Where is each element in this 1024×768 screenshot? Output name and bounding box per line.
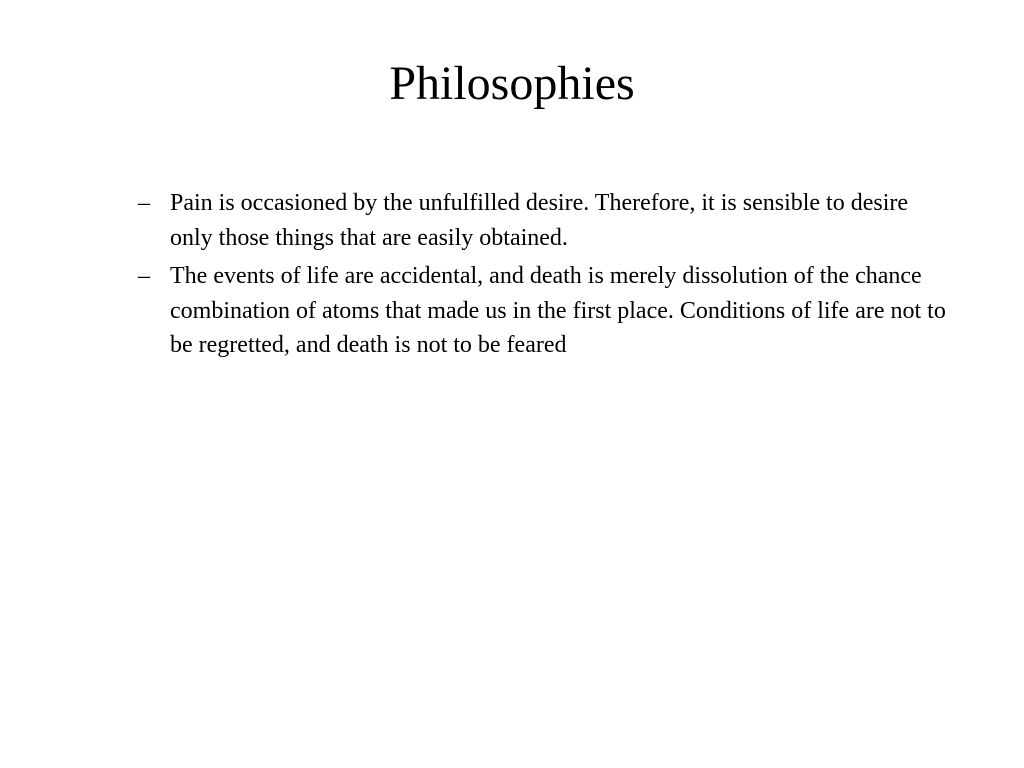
bullet-item <box>136 186 946 255</box>
slide-title: Philosophies <box>389 57 635 110</box>
dash-bullet-icon: – <box>138 263 150 289</box>
bullet-text: Pain is occasioned by the unfulfilled desire. Therefore, it is sensible to desire only those things that are easily obtained. <box>170 190 909 251</box>
bullet-item <box>136 259 946 363</box>
bullet-text: The events of life are accidental, and death is merely dissolution of the chance combination of atoms that made us in the first place. Conditions of life are not to be regretted, and death is not to be feared <box>170 263 946 358</box>
dash-bullet-icon: – <box>138 190 150 216</box>
bullet-list <box>136 186 946 367</box>
